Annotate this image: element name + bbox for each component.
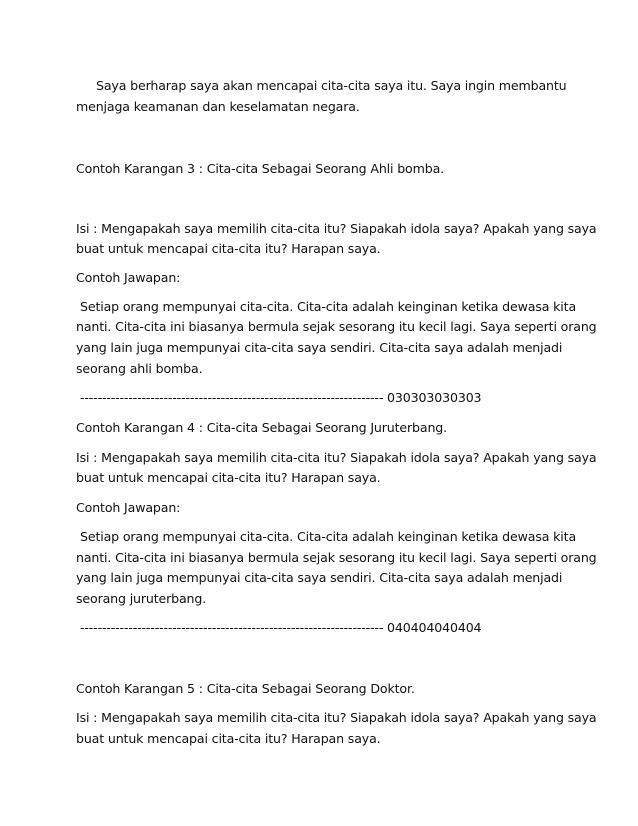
question-line: Isi : Mengapakah saya memilih cita-cita itu? Siapakah idola saya? Apakah yang saya <box>76 710 597 725</box>
question-line: buat untuk mencapai cita-cita itu? Harapan saya. <box>76 470 381 485</box>
question-line: Isi : Mengapakah saya memilih cita-cita itu? Siapakah idola saya? Apakah yang saya <box>76 450 597 465</box>
answer-line: seorang ahli bomba. <box>76 361 203 376</box>
separator-line: --------------------------------------------------------------------- 040404040404 <box>80 620 482 635</box>
answer-line: nanti. Cita-cita ini biasanya bermula sejak sesorang itu kecil lagi. Saya seperti orang <box>76 319 597 334</box>
separator-line: --------------------------------------------------------------------- 030303030303 <box>80 390 482 405</box>
paragraph-line: menjaga keamanan dan keselamatan negara. <box>76 99 360 114</box>
section-heading: Contoh Karangan 4 : Cita-cita Sebagai Seorang Juruterbang. <box>76 420 447 435</box>
question-line: Isi : Mengapakah saya memilih cita-cita itu? Siapakah idola saya? Apakah yang saya <box>76 221 597 236</box>
section-heading: Contoh Karangan 3 : Cita-cita Sebagai Seorang Ahli bomba. <box>76 161 444 176</box>
answer-line: nanti. Cita-cita ini biasanya bermula sejak sesorang itu kecil lagi. Saya seperti orang <box>76 550 597 565</box>
answer-line: seorang juruterbang. <box>76 591 207 606</box>
answer-label: Contoh Jawapan: <box>76 270 181 285</box>
paragraph-line: Saya berharap saya akan mencapai cita-cita saya itu. Saya ingin membantu <box>96 78 567 93</box>
answer-line: Setiap orang mempunyai cita-cita. Cita-cita adalah keinginan ketika dewasa kita <box>80 299 577 314</box>
section-heading: Contoh Karangan 5 : Cita-cita Sebagai Seorang Doktor. <box>76 681 415 696</box>
question-line: buat untuk mencapai cita-cita itu? Harapan saya. <box>76 731 381 746</box>
answer-line: Setiap orang mempunyai cita-cita. Cita-cita adalah keinginan ketika dewasa kita <box>80 529 577 544</box>
answer-label: Contoh Jawapan: <box>76 500 181 515</box>
answer-line: yang lain juga mempunyai cita-cita saya sendiri. Cita-cita saya adalah menjadi <box>76 570 563 585</box>
question-line: buat untuk mencapai cita-cita itu? Harapan saya. <box>76 241 381 256</box>
answer-line: yang lain juga mempunyai cita-cita saya sendiri. Cita-cita saya adalah menjadi <box>76 340 563 355</box>
